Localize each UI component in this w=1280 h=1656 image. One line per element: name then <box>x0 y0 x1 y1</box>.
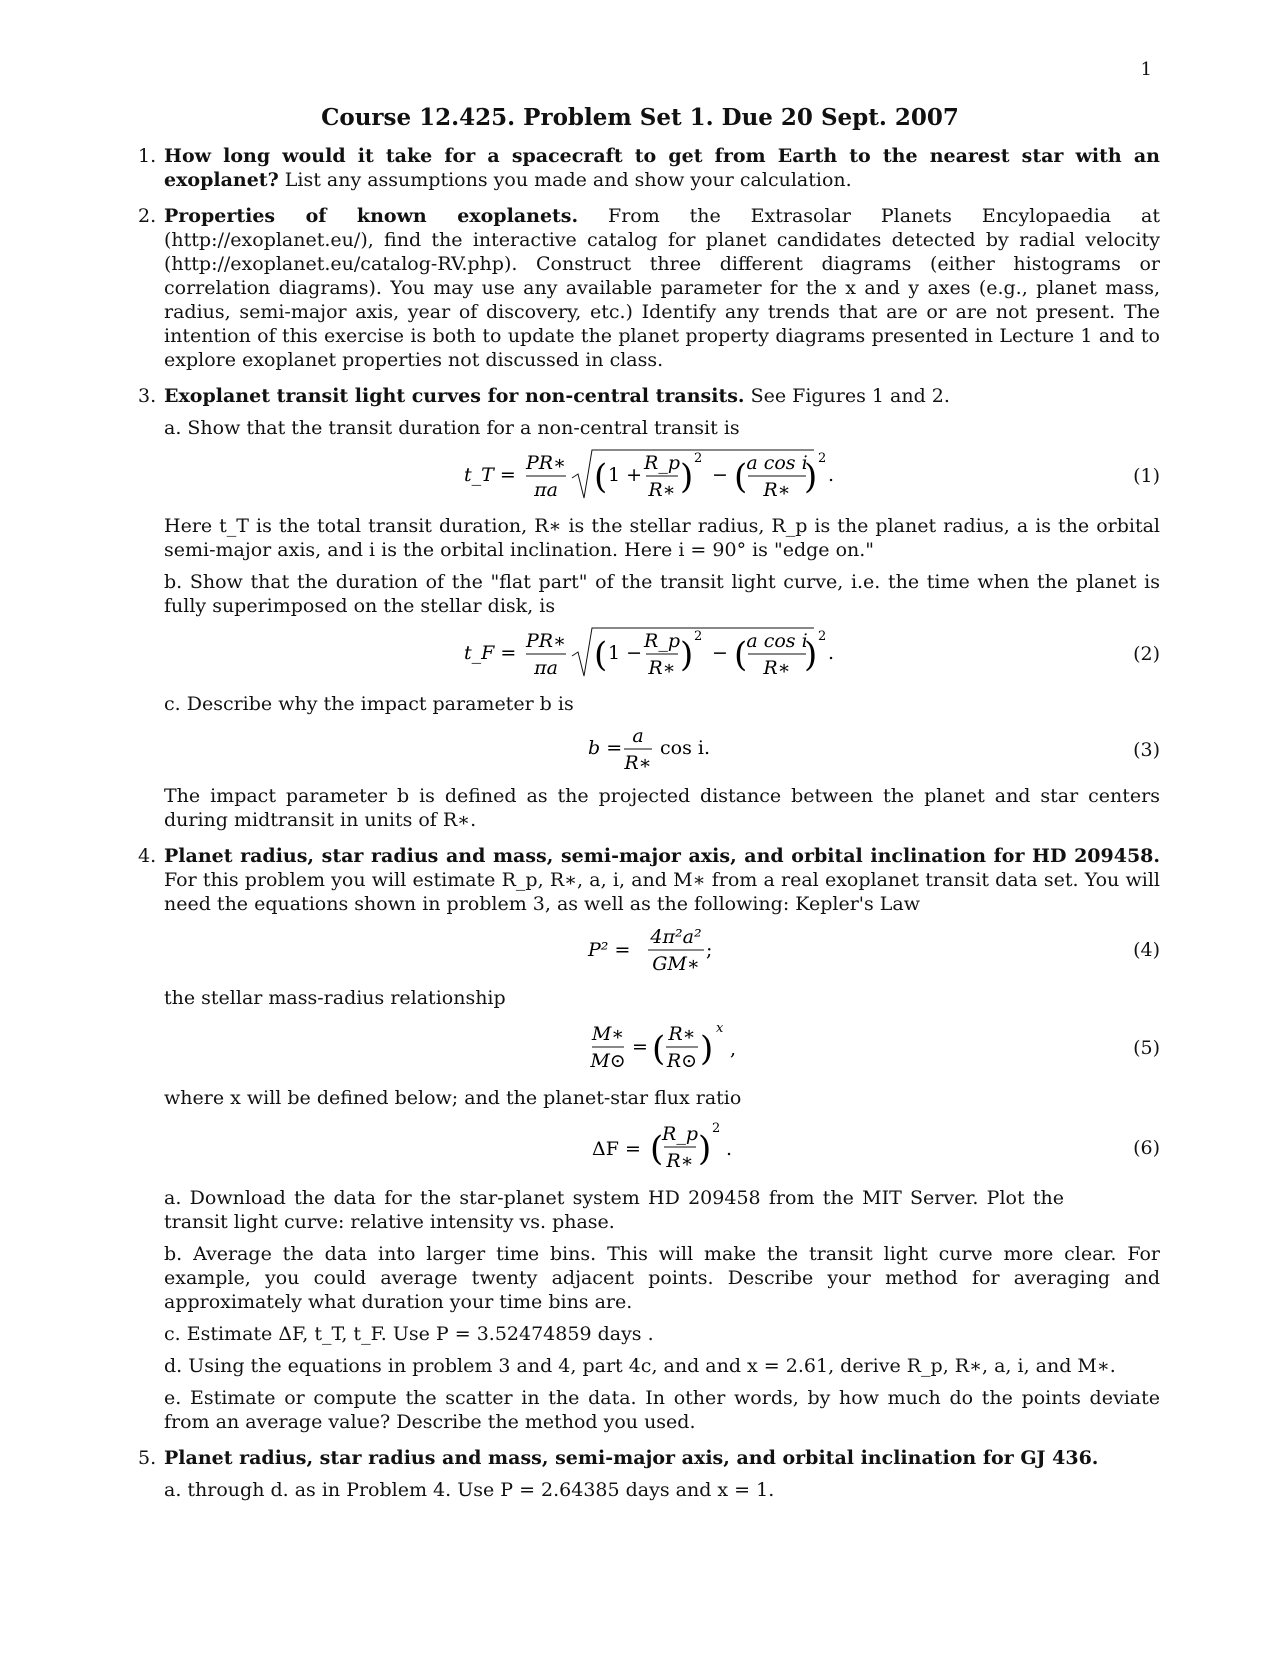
eq2-cos-num: a cos i <box>746 630 808 652</box>
eq2-lhs: t_F = <box>464 642 517 664</box>
eq5-rnum: R∗ <box>668 1023 696 1045</box>
eq6-paren: ( <box>650 1129 664 1169</box>
eq5-end: , <box>730 1038 737 1060</box>
equation-4 <box>164 924 1160 978</box>
problem-number: 5. <box>138 1447 157 1469</box>
equation-6 <box>164 1118 1160 1178</box>
problem-text: For this problem you will estimate R_p, R∗, a, i, and M∗ from a real exoplanet transit data set. You will need the equations shown in problem 3, as well as the following: Kepler's Law <box>164 869 1160 915</box>
eq3-num: a <box>632 725 644 747</box>
problem-4 <box>138 844 1160 1434</box>
problem-1 <box>138 144 1160 192</box>
eq2-paren: ( <box>734 635 748 675</box>
eq2-paren: ( <box>594 635 608 675</box>
equation-3 <box>164 724 1160 776</box>
page-number: 1 <box>1140 59 1152 80</box>
eq1-paren: ) <box>804 457 818 497</box>
eq1-exp: 2 <box>818 451 827 466</box>
part-b: b. Average the data into larger time bins. This will make the transit light curve more clear. For example, you could average twenty adjacent points. Describe your method for averaging and approximately what duration your time bins are. <box>164 1243 1160 1313</box>
problem-5 <box>138 1446 1160 1502</box>
eq2-den: πa <box>534 657 558 679</box>
equation-5 <box>164 1018 1160 1078</box>
eq3-den: R∗ <box>624 752 652 774</box>
problem-number: 2. <box>138 205 157 227</box>
problem-heading: Properties of known exoplanets. <box>164 205 579 227</box>
page-title: Course 12.425. Problem Set 1. Due 20 Sept. 2007 <box>321 104 959 131</box>
eq6-paren: ) <box>698 1129 712 1169</box>
eq1-explanation: Here t_T is the total transit duration, R∗ is the stellar radius, R_p is the planet radius, a is the orbital semi-major axis, and i is the orbital inclination. Here i = 90° is "edge on." <box>164 515 1160 561</box>
equation-3-svg <box>164 724 1164 776</box>
eq2-end: . <box>828 642 835 664</box>
eq6-lhs: ΔF = <box>592 1138 641 1160</box>
catalog-rv-link[interactable]: http://exoplanet.eu/catalog-RV.php <box>171 253 504 275</box>
eq5-eq: = <box>632 1036 648 1058</box>
eq1-minus: − <box>712 464 728 486</box>
problem-text: From the Extrasolar Planets Encylopaedia at ( <box>164 205 1160 251</box>
eq2-exp: 2 <box>818 629 827 644</box>
equation-number: (4) <box>1133 939 1160 961</box>
eq1-lhs: t_T = <box>464 464 516 486</box>
part-c: c. Estimate ΔF, t_T, t_F. Use P = 3.52474859 days . <box>164 1323 654 1345</box>
eq2-paren: ) <box>680 635 694 675</box>
eq2-cos-den: R∗ <box>763 657 791 679</box>
eq5-num: M∗ <box>591 1023 625 1045</box>
equation-2-svg <box>164 626 1164 684</box>
eq2-minus: − <box>712 642 728 664</box>
eq1-paren: ) <box>680 457 694 497</box>
problem-2 <box>138 204 1160 372</box>
equation-6-svg <box>164 1118 1164 1178</box>
eq4-den: GM∗ <box>652 953 700 975</box>
part-a: a. through d. as in Problem 4. Use P = 2.64385 days and x = 1. <box>164 1479 775 1501</box>
eq1-cos-den: R∗ <box>763 479 791 501</box>
problem-number: 1. <box>138 145 157 167</box>
eq2-paren: ) <box>804 635 818 675</box>
equation-4-svg <box>164 924 1164 978</box>
part-b: b. Show that the duration of the "flat part" of the transit light curve, i.e. the time when the planet is fully superimposed on the stellar disk, is <box>164 571 1160 617</box>
problem-text: ). Construct three different diagrams (either histograms or correlation diagrams). You may use any available parameter for the x and y axes (e.g., planet mass, radius, semi-major axis, year of discovery, etc.) Identify any trends that are or are not present. The intention of this exercise is both to update the planet property diagrams presented in Lecture 1 and to explore exoplanet properties not discussed in class. <box>164 253 1160 371</box>
eq3-rhs: cos i. <box>660 737 710 759</box>
equation-number: (5) <box>1133 1037 1160 1059</box>
equation-1-svg <box>164 448 1164 506</box>
problem-heading: How long would it take for a spacecraft to get from Earth to the nearest star with an exoplanet? <box>164 145 1160 191</box>
problem-3 <box>138 384 1160 832</box>
equation-number: (3) <box>1133 739 1160 761</box>
eq1-den: πa <box>534 479 558 501</box>
eq1-frac-num: R_p <box>644 452 680 474</box>
problem-number: 4. <box>138 845 157 867</box>
eq2-frac-num: R_p <box>644 630 680 652</box>
eq2-inner: 1 − <box>608 642 643 664</box>
exoplanet-link[interactable]: http://exoplanet.eu/ <box>171 229 361 251</box>
eq1-cos-num: a cos i <box>746 452 808 474</box>
eq2-num: PR∗ <box>525 630 567 652</box>
problem-number: 3. <box>138 385 157 407</box>
equation-5-svg <box>164 1018 1164 1078</box>
problem-heading: Exoplanet transit light curves for non-central transits. <box>164 385 745 407</box>
problem-list <box>138 144 1160 1514</box>
eq3-explanation: The impact parameter b is defined as the projected distance between the planet and star centers during midtransit in units of R∗. <box>164 785 1160 831</box>
eq6-num: R_p <box>662 1123 698 1145</box>
problem-heading: Planet radius, star radius and mass, semi-major axis, and orbital inclination for HD 209458. <box>164 845 1160 867</box>
problem-text: List any assumptions you made and show your calculation. <box>284 169 852 191</box>
part-d: d. Using the equations in problem 3 and 4, part 4c, and and x = 2.61, derive R_p, R∗, a, i, and M∗. <box>164 1355 1116 1377</box>
eq3-lhs: b = <box>588 737 623 759</box>
eq1-end: . <box>828 464 835 486</box>
part-a: a. Show that the transit duration for a non-central transit is <box>164 417 740 439</box>
eq5-paren: ) <box>700 1029 714 1069</box>
eq5-den: M⊙ <box>590 1050 626 1072</box>
equation-number: (2) <box>1133 643 1160 665</box>
problem-text: See Figures 1 and 2. <box>750 385 950 407</box>
eq5-exp: x <box>716 1021 724 1036</box>
eq6-end: . <box>726 1138 733 1160</box>
equation-number: (1) <box>1133 465 1160 487</box>
part-c: c. Describe why the impact parameter b is <box>164 693 574 715</box>
where-x-label: where x will be defined below; and the planet-star flux ratio <box>164 1087 742 1109</box>
eq4-lhs: P² = <box>588 939 631 961</box>
part-e: e. Estimate or compute the scatter in the data. In other words, by how much do the points deviate from an average value? Describe the method you used. <box>164 1387 1160 1433</box>
equation-2 <box>164 626 1160 684</box>
mass-radius-label: the stellar mass-radius relationship <box>164 987 506 1009</box>
eq1-paren: ( <box>734 457 748 497</box>
eq5-rden: R⊙ <box>666 1050 698 1072</box>
eq1-paren: ( <box>594 457 608 497</box>
eq6-exp: 2 <box>712 1121 721 1136</box>
eq2-exp: 2 <box>694 629 703 644</box>
eq6-den: R∗ <box>666 1150 694 1172</box>
eq1-num: PR∗ <box>525 452 567 474</box>
equation-1 <box>164 448 1160 506</box>
problem-heading: Planet radius, star radius and mass, semi-major axis, and orbital inclination for GJ 436. <box>164 1447 1099 1469</box>
part-a: a. Download the data for the star-planet system HD 209458 from the MIT Server. Plot the transit light curve: relative intensity vs. phase. <box>164 1187 1064 1233</box>
eq4-num: 4π²a² <box>650 926 702 948</box>
problem-text: ), find the interactive catalog for planet candidates detected by radial velocity ( <box>164 229 1160 275</box>
eq4-end: ; <box>706 939 713 961</box>
equation-number: (6) <box>1133 1137 1160 1159</box>
eq2-frac-den: R∗ <box>648 657 676 679</box>
eq1-exp: 2 <box>694 451 703 466</box>
eq1-inner: 1 + <box>608 464 643 486</box>
eq1-frac-den: R∗ <box>648 479 676 501</box>
eq5-paren: ( <box>652 1029 666 1069</box>
